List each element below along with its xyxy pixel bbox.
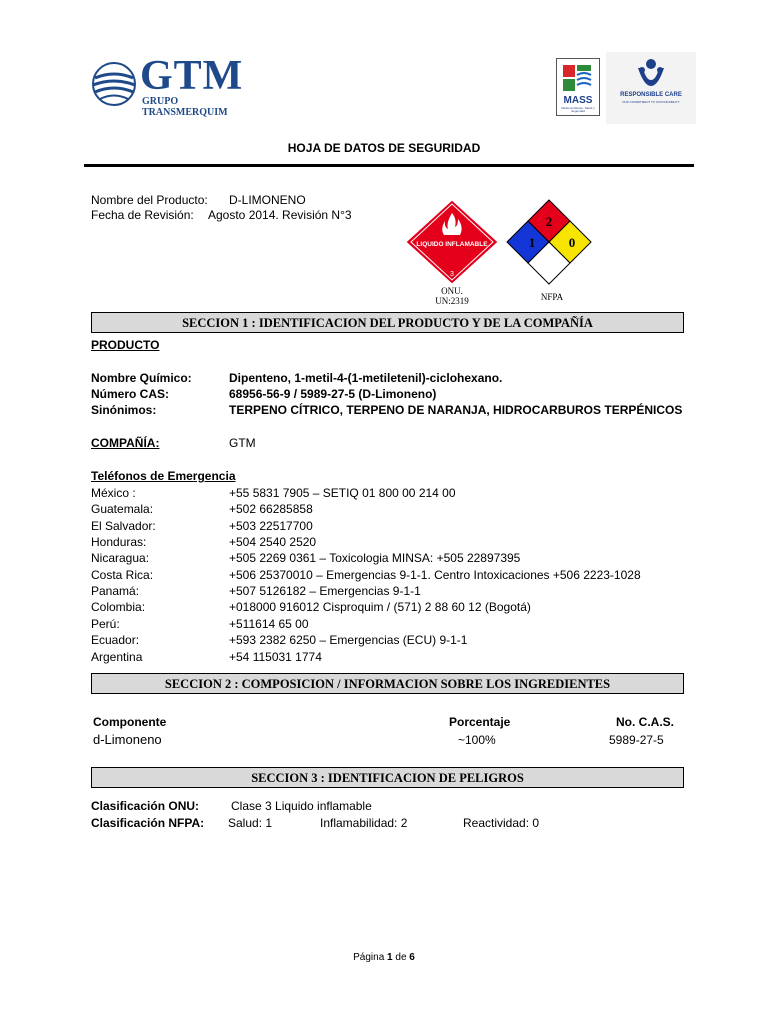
producto-heading: PRODUCTO (91, 338, 160, 352)
phone-number: +55 5831 7905 – SETIQ 01 800 00 214 00 (229, 486, 456, 500)
nfpa-reactivity-number: 0 (568, 235, 576, 250)
page-footer (0, 952, 768, 963)
product-name-value: D-LIMONENO (229, 193, 306, 207)
phone-number: +503 22517700 (229, 519, 313, 533)
emergency-phones-heading: Teléfonos de Emergencia (91, 469, 236, 483)
phone-country: Perú: (91, 617, 120, 631)
nfpa-health-value: Salud: 1 (228, 816, 273, 830)
of-word: de (395, 952, 407, 963)
nfpa-flammability-value: Inflamabilidad: 2 (320, 816, 408, 830)
component-column-header: Componente (93, 715, 167, 729)
phone-number: +504 2540 2520 (229, 535, 317, 549)
globe-icon (90, 60, 138, 108)
onu-classification-label: Clasificación ONU: (91, 799, 200, 813)
gtm-logo-text: GTM (140, 53, 244, 99)
page-total: 6 (409, 952, 415, 963)
mass-emblem-icon (557, 61, 599, 95)
phone-country: Nicaragua: (91, 551, 150, 565)
phone-country: Costa Rica: (91, 568, 154, 582)
product-name-label: Nombre del Producto: (91, 193, 208, 207)
revision-date-value: Agosto 2014. Revisión N°3 (208, 208, 352, 222)
nfpa-flammability-number: 2 (545, 214, 553, 229)
phone-country: Honduras: (91, 535, 147, 549)
nfpa-health-number: 1 (528, 235, 536, 250)
phone-country: México : (91, 486, 136, 500)
phone-country: El Salvador: (91, 519, 156, 533)
mass-logo-text: MASS (563, 95, 593, 106)
revision-date-label: Fecha de Revisión: (91, 208, 194, 222)
cas-value: 68956-56-9 / 5989-27-5 (D-Limoneno) (229, 387, 437, 401)
phone-number: +506 25370010 – Emergencias 9-1-1. Centro Intoxicaciones +506 2223-1028 (229, 568, 641, 582)
gtm-logo-subtitle: GRUPO TRANSMERQUIM (142, 96, 228, 118)
phone-number: +018000 916012 Cisproquim / (571) 2 88 60 12 (Bogotá) (229, 600, 531, 614)
onu-classification-value: Clase 3 Liquido inflamable (231, 799, 372, 813)
company-value: GTM (229, 436, 256, 450)
percentage-value: ~100% (458, 733, 496, 747)
nfpa-reactivity-value: Reactividad: 0 (463, 816, 540, 830)
component-value: d-Limoneno (93, 732, 162, 747)
gtm-logo (90, 53, 260, 118)
synonyms-label: Sinónimos: (91, 403, 157, 417)
phone-country: Argentina (91, 650, 143, 664)
phone-country: Ecuador: (91, 633, 140, 647)
hazard-class-number: 3 (450, 271, 454, 278)
section2-header: SECCION 2 : COMPOSICION / INFORMACION SOBRE LOS INGREDIENTES (91, 673, 684, 694)
cas-label: Número CAS: (91, 387, 170, 401)
phone-number: +502 66285858 (229, 502, 313, 516)
page-number: 1 (387, 952, 393, 963)
phone-country: Panamá: (91, 584, 140, 598)
phone-number: +593 2382 6250 – Emergencias (ECU) 9-1-1 (229, 633, 468, 647)
phone-country: Guatemala: (91, 502, 154, 516)
flammable-liquid-label: LIQUIDO INFLAMABLE (416, 241, 488, 248)
section3-header: SECCION 3 : IDENTIFICACION DE PELIGROS (91, 767, 684, 788)
un-number: UN:2319 (435, 296, 469, 306)
cas-column-header: No. C.A.S. (616, 715, 675, 729)
phone-country: Colombia: (91, 600, 146, 614)
flammable-liquid-diamond (404, 199, 500, 285)
phone-number: +505 2269 0361 – Toxicologia MINSA: +505 22897395 (229, 551, 521, 565)
responsible-care-logo (606, 52, 696, 124)
nfpa-diamond (505, 198, 593, 286)
mass-logo-subtitle: Medio Ambiente, Salud y Seguridad (561, 106, 595, 113)
nfpa-label: NFPA (540, 292, 564, 302)
document-title: HOJA DE DATOS DE SEGURIDAD (287, 141, 481, 155)
page-word: Página (353, 952, 385, 963)
responsible-care-text: RESPONSIBLE CARE (620, 92, 682, 98)
phone-number: +511614 65 00 (229, 617, 309, 631)
company-label: COMPAÑÍA: (91, 436, 160, 450)
synonyms-value: TERPENO CÍTRICO, TERPENO DE NARANJA, HIDROCARBUROS TERPÉNICOS (229, 403, 683, 417)
nfpa-classification-label: Clasificación NFPA: (91, 816, 205, 830)
mass-logo (556, 58, 600, 116)
chemical-name-label: Nombre Químico: (91, 371, 192, 385)
cas-number-value: 5989-27-5 (609, 733, 664, 747)
percentage-column-header: Porcentaje (449, 715, 511, 729)
phone-number: +54 115031 1774 (229, 650, 322, 664)
section1-header: SECCION 1 : IDENTIFICACION DEL PRODUCTO Y DE LA COMPAÑÍA (91, 312, 684, 333)
chemical-name-value: Dipenteno, 1-metil-4-(1-metiletenil)-ciclohexano. (229, 371, 503, 385)
responsible-care-subtitle: OUR COMMITMENT TO SUSTAINABILITY (622, 100, 680, 104)
responsible-care-hands-icon (606, 56, 696, 92)
phone-number: +507 5126182 – Emergencias 9-1-1 (229, 584, 421, 598)
onu-label: ONU. (441, 286, 463, 296)
title-divider (84, 164, 694, 167)
